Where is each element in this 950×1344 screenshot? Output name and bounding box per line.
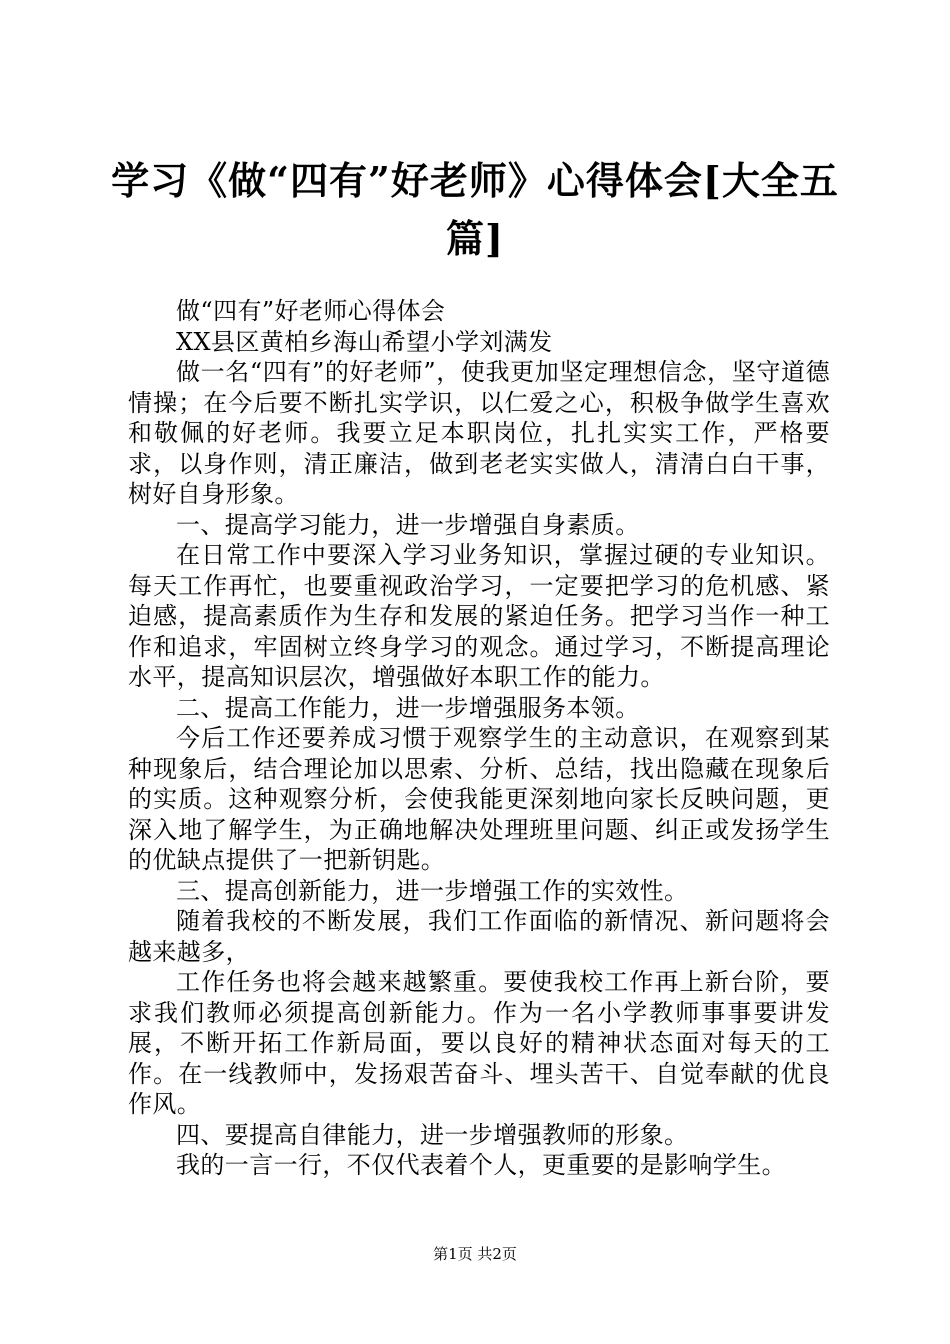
- paragraph: 在日常工作中要深入学习业务知识，掌握过硬的专业知识。每天工作再忙，也要重视政治学习，一定要把学习的危机感、紧迫感，提高素质作为生存和发展的紧迫任务。把学习当作一种工作和追求，牢固树立终身学习的观念。通过学习，不断提高理论水平，提高知识层次，增强做好本职工作的能力。: [128, 541, 830, 691]
- document-body: [128, 296, 830, 1181]
- paragraph: 今后工作还要养成习惯于观察学生的主动意识，在观察到某种现象后，结合理论加以思索、分析、总结，找出隐藏在现象后的实质。这种观察分析，会使我能更深刻地向家长反映问题，更深入地了解学生，为正确地解决处理班里问题、纠正或发扬学生的优缺点提供了一把新钥匙。: [128, 724, 830, 874]
- paragraph: 工作任务也将会越来越繁重。要使我校工作再上新台阶，要求我们教师必须提高创新能力。作为一名小学教师事事要讲发展，不断开拓工作新局面，要以良好的精神状态面对每天的工作。在一线教师中，发扬艰苦奋斗、埋头苦干、自觉奉献的优良作风。: [128, 968, 830, 1118]
- paragraph-subtitle: 做“四有”好老师心得体会: [176, 297, 446, 325]
- page-footer: 第1页 共2页: [433, 1245, 517, 1263]
- section-heading: 二、提高工作能力，进一步增强服务本领。: [176, 693, 640, 722]
- section-heading: 三、提高创新能力，进一步增强工作的实效性。: [176, 876, 689, 905]
- paragraph-author: XX县区黄柏乡海山希望小学刘满发: [176, 327, 553, 356]
- paragraph: 做一名“四有”的好老师”，使我更加坚定理想信念，坚守道德情操；在今后要不断扎实学识，以仁爱之心，积极争做学生喜欢和敬佩的好老师。我要立足本职岗位，扎扎实实工作，严格要求，以身作则，清正廉洁，做到老老实实做人，清清白白干事，树好自身形象。: [128, 358, 830, 508]
- section-heading: 一、提高学习能力，进一步增强自身素质。: [176, 510, 640, 539]
- document-title: 学习《做“四有”好老师》心得体会[大全五篇]: [111, 158, 839, 261]
- paragraph: 随着我校的不断发展，我们工作面临的新情况、新问题将会越来越多，: [128, 907, 830, 966]
- paragraph: 我的一言一行，不仅代表着个人，更重要的是影响学生。: [176, 1151, 786, 1179]
- section-heading: 四、要提高自律能力，进一步增强教师的形象。: [176, 1120, 689, 1149]
